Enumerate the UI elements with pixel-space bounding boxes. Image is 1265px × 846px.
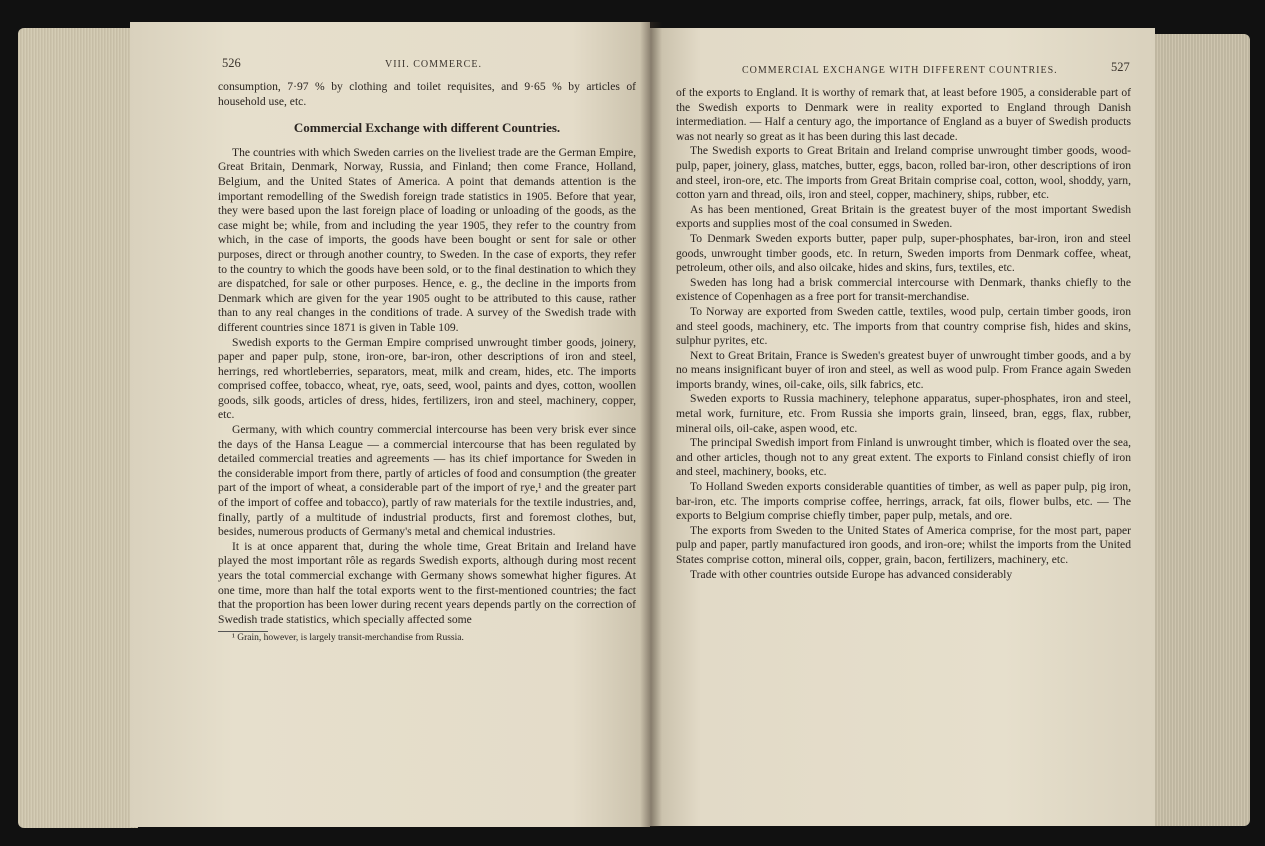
- paragraph: Germany, with which country commercial intercourse has been very brisk ever since the days of the Hansa League — a commercial intercourse that has been regulated by detailed commercial treaties and agreements — has its chief importance for Sweden in the considerable import from there, partly of articles of food and consumption (the greater part of the import of wheat, a considerable part of the import of rye,¹ and the greater part of the import of coffee and tobacco), partly of raw materials for the textile industries, and, finally, partly of a multitude of industrial products, first and foremost clothes, but, besides, numerous products of Germany's metal and chemical industries.: [218, 423, 636, 539]
- page-number: 527: [1111, 60, 1130, 74]
- section-heading: Commercial Exchange with different Countries.: [293, 120, 561, 136]
- paragraph: The exports from Sweden to the United States of America comprise, for the most part, paper pulp and paper, partly manufactured iron goods, and iron-ore; whilst the imports from the United States comprise cotton, mineral oils, copper, grain, bacon, fertilizers, machinery, etc.: [676, 523, 1131, 566]
- paragraph: Trade with other countries outside Europe has advanced considerably: [690, 567, 1013, 581]
- paragraph: To Norway are exported from Sweden cattle, textiles, wood pulp, certain timber goods, iron and steel goods, machinery, etc. The imports from that country comprise fish, hides and skins, sulphur pyrites, etc.: [676, 304, 1131, 348]
- paragraph: consumption, 7·97 % by clothing and toilet requisites, and 9·65 % by articles of household use, etc.: [218, 80, 636, 108]
- paragraph: The principal Swedish import from Finland is unwrought timber, which is floated over the sea, and other articles, though not to any great extent. The exports to Finland consist chiefly of iron and steel, machinery, books, etc.: [676, 436, 1131, 479]
- paragraph: To Denmark Sweden exports butter, paper pulp, super-phosphates, bar-iron, iron and steel goods, unwrought timber goods, etc. In return, Sweden imports from Denmark coffee, wheat, petroleum, other oils, and also oilcake, hides and skins, furs, textiles, etc.: [676, 231, 1131, 275]
- right-page-body: [676, 86, 1131, 582]
- paragraph: Swedish exports to the German Empire comprised unwrought timber goods, joinery, paper and paper pulp, stone, iron-ore, bar-iron, other descriptions of iron and steel, herrings, red whortleberries, separators, meat, milk and cream, hides, etc. The imports comprised coffee, tobacco, wheat, rye, oats, seed, wool, paints and dyes, cotton, woollen goods, silk goods, articles of dress, hides, fertilizers, iron and steel, machinery, copper, etc.: [218, 335, 636, 422]
- paragraph: It is at once apparent that, during the whole time, Great Britain and Ireland have played the most important rôle as regards Swedish exports, although during most recent years the total commercial exchange with Germany shows somewhat higher figures. At one time, more than half the total exports went to the first-mentioned countries; the fact that the proportion has been lower during recent years depends partly on the correction of Swedish trade statistics, which specially affected some: [218, 539, 636, 626]
- left-page-edges: [18, 28, 138, 828]
- paragraph: The Swedish exports to Great Britain and Ireland comprise unwrought timber goods, wood-pulp, paper, joinery, glass, matches, butter, eggs, bacon, rolled bar-iron, other descriptions of iron and steel, iron-ore, etc. The imports from Great Britain comprise coal, cotton, wool, shoddy, yarn, cotton yarn and thread, oils, iron and steel, copper, machinery, ships, rubber, etc.: [676, 144, 1131, 202]
- paragraph: Sweden exports to Russia machinery, telephone apparatus, super-phosphates, iron and steel, metal work, furniture, etc. From Russia she imports grain, linseed, bran, eggs, flax, rubber, mineral oils, oil-cake, aspen wood, etc.: [676, 392, 1131, 435]
- left-page-body: [218, 80, 636, 644]
- right-page: [650, 28, 1155, 826]
- paragraph: Next to Great Britain, France is Sweden's greatest buyer of unwrought timber goods, and a by no means insignificant buyer of iron and steel, as well as wood pulp. From France again Sweden imports brandy, wines, oil-cake, oils, silk fabrics, etc.: [676, 348, 1131, 391]
- paragraph: of the exports to England. It is worthy of remark that, at least before 1905, a considerable part of the Swedish exports to Denmark were in reality exported to England through Danish intermediation. — Half a century ago, the importance of England as a buyer of Swedish products was not nearly so great as it has been during this last decade.: [676, 86, 1131, 143]
- right-page-edges: [1150, 34, 1250, 826]
- running-head: COMMERCIAL EXCHANGE WITH DIFFERENT COUNTRIES.: [742, 65, 1058, 76]
- page-number: 526: [222, 56, 241, 70]
- book-gutter: [640, 22, 662, 827]
- footnote: ¹ Grain, however, is largely transit-merchandise from Russia.: [232, 633, 464, 644]
- paragraph: As has been mentioned, Great Britain is the greatest buyer of the most important Swedish exports and supplies most of the coal consumed in Sweden.: [676, 202, 1131, 231]
- paragraph: Sweden has long had a brisk commercial intercourse with Denmark, thanks chiefly to the existence of Copenhagen as a free port for transit-merchandise.: [676, 275, 1131, 304]
- paragraph: The countries with which Sweden carries on the liveliest trade are the German Empire, Great Britain, Denmark, Norway, Russia, and Finland; then come France, Holland, Belgium, and the United States of America. A point that demands attention is the important remodelling of the Swedish foreign trade statistics in 1905. Before that year, they were based upon the last foreign place of loading or unloading of the goods, as the case might be; while, from and including the year 1905, they refer to the country from which, in the case of imports, the goods have been bought or sent for sale or other purposes, direct or through another country, to Sweden. In the case of exports, they refer to the country to which the goods have been sold, or to the final destination to which they are dispatched, for sale or other purposes. Hence, e. g., the decline in the imports from Denmark which are given for the year 1905 ought to be attributed to this cause, rather than to any real changes in the conditions of trade. A survey of the Swedish trade with different countries since 1871 is given in Table 109.: [218, 145, 636, 334]
- paragraph: To Holland Sweden exports considerable quantities of timber, as well as paper pulp, pig iron, bar-iron, etc. The imports comprise coffee, herrings, arrack, fat oils, flower bulbs, etc. — The exports to Belgium comprise chiefly timber, paper pulp, metals, and ore.: [676, 480, 1131, 523]
- running-head: VIII. COMMERCE.: [385, 59, 482, 70]
- left-page: [130, 22, 650, 827]
